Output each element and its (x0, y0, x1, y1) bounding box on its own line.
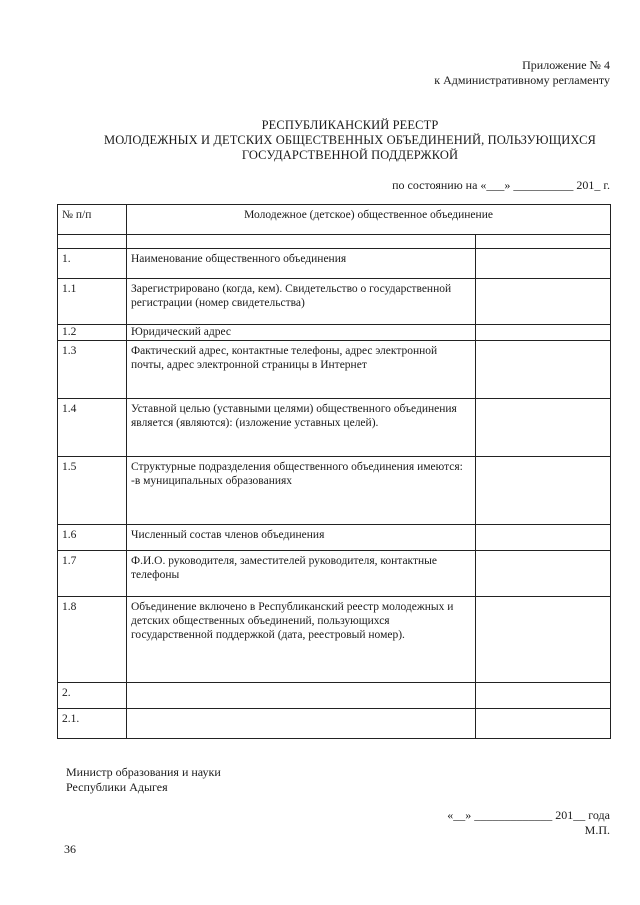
stamp-label: М.П. (584, 823, 610, 837)
row-value-cell (476, 279, 611, 325)
signer-title: Министр образования и науки (66, 765, 221, 779)
table-row (58, 341, 611, 399)
title-line-2: МОЛОДЕЖНЫХ И ДЕТСКИХ ОБЩЕСТВЕННЫХ ОБЪЕДИНЕНИЙ, ПОЛЬЗУЮЩИХСЯ (104, 133, 596, 147)
signer-block (66, 765, 221, 795)
row-number: 1.7 (58, 551, 127, 597)
row-value-cell (476, 683, 611, 709)
row-number: 1.3 (58, 341, 127, 399)
table-row (58, 249, 611, 279)
row-number: 1.8 (58, 597, 127, 683)
row-number: 1.6 (58, 525, 127, 551)
row-number: 2. (58, 683, 127, 709)
appendix-number: Приложение № 4 (522, 58, 610, 72)
spacer-row (58, 235, 611, 249)
table-row (58, 709, 611, 739)
table-row (58, 597, 611, 683)
title-line-3: ГОСУДАРСТВЕННОЙ ПОДДЕРЖКОЙ (241, 148, 459, 162)
header-name-cell: Молодежное (детское) общественное объединение (127, 205, 611, 235)
row-number: 1.2 (58, 325, 127, 341)
signature-date-block (447, 808, 610, 838)
row-number: 1. (58, 249, 127, 279)
table-row (58, 279, 611, 325)
title-line-1: РЕСПУБЛИКАНСКИЙ РЕЕСТР (261, 118, 439, 132)
row-value-cell (476, 551, 611, 597)
row-value-cell (476, 457, 611, 525)
row-text: Ф.И.О. руководителя, заместителей руководителя, контактные телефоны (127, 551, 476, 597)
table-row (58, 551, 611, 597)
row-value-cell (476, 341, 611, 399)
row-text: Объединение включено в Республиканский реестр молодежных и детских общественных объединений, пользующихся государственной поддержкой (дата, реестровый номер). (127, 597, 476, 683)
signature-date: «__» _____________ 201__ года (447, 808, 610, 822)
row-text: Зарегистрировано (когда, кем). Свидетельство о государственной регистрации (номер свидетельства) (127, 279, 476, 325)
document-title (60, 118, 640, 163)
row-text: Уставной целью (уставными целями) общественного объединения является (являются): (изложение уставных целей). (127, 399, 476, 457)
table-row (58, 525, 611, 551)
row-number: 1.5 (58, 457, 127, 525)
row-value-cell (476, 249, 611, 279)
table-header-row (58, 205, 611, 235)
row-value-cell (476, 325, 611, 341)
appendix-reference: к Административному регламенту (434, 73, 610, 87)
table-row (58, 683, 611, 709)
row-text (127, 683, 476, 709)
header-num-cell: № п/п (58, 205, 127, 235)
row-text: Фактический адрес, контактные телефоны, адрес электронной почты, адрес электронной страницы в Интернет (127, 341, 476, 399)
row-text: Численный состав членов объединения (127, 525, 476, 551)
row-text: Юридический адрес (127, 325, 476, 341)
row-value-cell (476, 525, 611, 551)
row-text: Наименование общественного объединения (127, 249, 476, 279)
row-number: 1.1 (58, 279, 127, 325)
registry-table (57, 204, 611, 739)
row-text (127, 709, 476, 739)
row-number: 1.4 (58, 399, 127, 457)
row-text: Структурные подразделения общественного объединения имеются: -в муниципальных образованиях (127, 457, 476, 525)
signer-region: Республики Адыгея (66, 780, 168, 794)
appendix-label (434, 58, 610, 88)
row-number: 2.1. (58, 709, 127, 739)
row-value-cell (476, 597, 611, 683)
table-row (58, 399, 611, 457)
table-row (58, 457, 611, 525)
row-value-cell (476, 399, 611, 457)
row-value-cell (476, 709, 611, 739)
table-row (58, 325, 611, 341)
as-of-date: по состоянию на «___» __________ 201_ г. (392, 178, 610, 192)
page-number: 36 (64, 842, 76, 856)
